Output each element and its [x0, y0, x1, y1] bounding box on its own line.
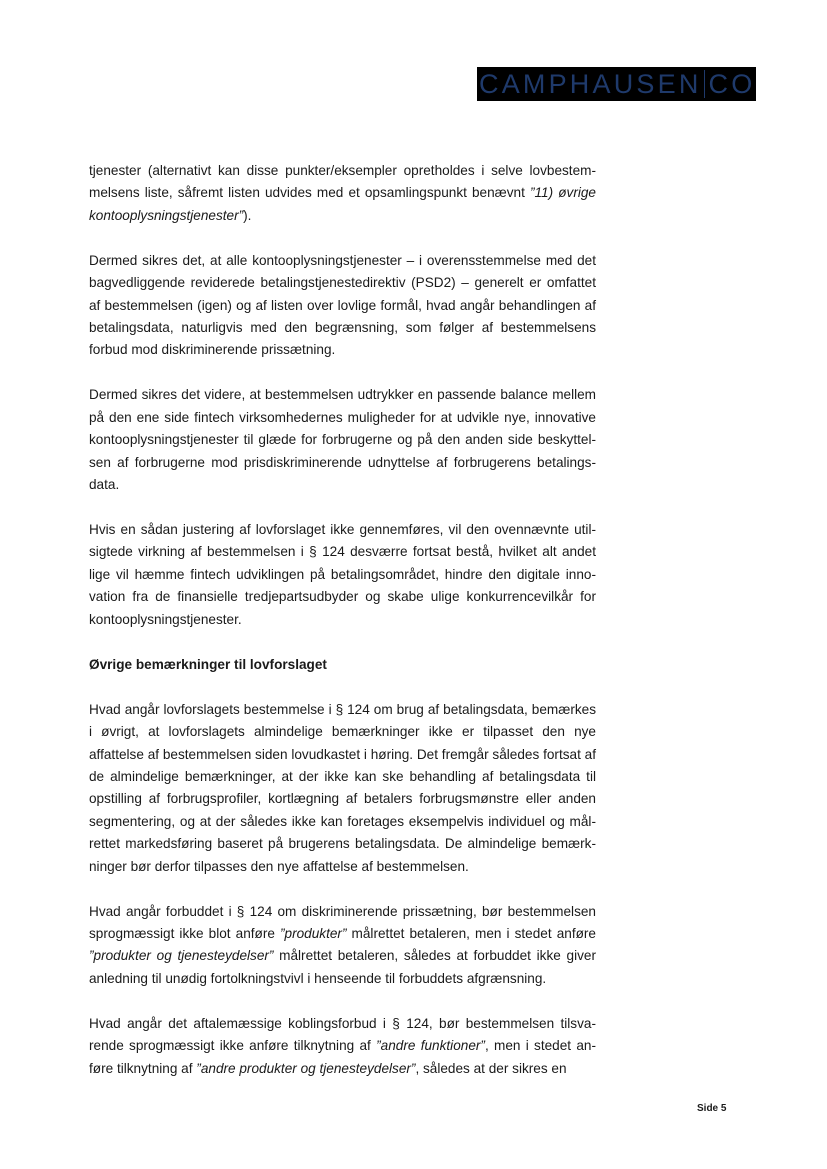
quoted-term: ”produkter” — [280, 925, 347, 941]
body-paragraph — [89, 160, 596, 227]
body-paragraph — [89, 901, 596, 991]
section-heading: Øvrige bemærkninger til lovforslaget — [89, 656, 327, 672]
body-paragraph — [89, 250, 596, 362]
paragraph-text: , således at der sikres en — [415, 1060, 567, 1076]
paragraph-text: målrettet betaleren, men i stedet anføre — [346, 925, 596, 941]
page-number: Side 5 — [697, 1103, 727, 1114]
company-logo — [477, 67, 756, 101]
quoted-term: ”andre funktioner” — [376, 1038, 485, 1054]
logo-divider — [704, 70, 705, 98]
quoted-term: ”11) øvrige kontooplysningstjenester” — [89, 185, 596, 223]
document-body — [89, 160, 596, 1103]
logo-text-co: CO — [708, 69, 756, 99]
paragraph-text: Hvis en sådan justering af lovforslaget ikke gennemføres, vil den ovennævnte utilsigtede virkning af bestemmelsen i § 124 desværre fortsat bestå, hvilket alt andet lige vil hæmme fintech udviklingen på betalingsområdet, hindre den digitale innovation fra de finansielle tredjepartsudbyder og skabe ulige konkurrencevilkår for kontooplysningstjenester. — [89, 522, 596, 627]
paragraph-text: Hvad angår det aftalemæssige koblingsforbud i § 124, bør bestemmelsen tilsvarende sprogmæssigt ikke anføre tilknytning af — [89, 1015, 596, 1054]
logo-text-camphausen: CAMPHAUSEN — [479, 69, 702, 99]
paragraph-text: ). — [243, 207, 252, 223]
body-paragraph — [89, 384, 596, 496]
body-paragraph — [89, 1013, 596, 1080]
quoted-term: ”andre produkter og tjenesteydelser” — [196, 1060, 416, 1076]
paragraph-text: , men i stedet anføre tilknytning af — [89, 1038, 597, 1076]
body-paragraph — [89, 699, 596, 878]
paragraph-text: Hvad angår lovforslagets bestemmelse i § 124 om brug af betalingsdata, bemærkes i øvrigt, at lovforslagets almindelige bemærkninger ikke er tilpasset den nye affattelse af bestemmelsen siden lovudkastet i høring. Det fremgår således fortsat af de almindelige bemærkninger, at der ikke kan ske behandling af betalingsdata til opstilling af forbrugsprofiler, kortlægning af betalers forbrugsmønstre eller anden segmentering, og at der således ikke kan foretages eksempelvis individuel og målrettet markedsføring baseret på brugerens betalingsdata. De almindelige bemærkninger bør derfor tilpasses den nye affattelse af bestemmelsen. — [89, 701, 596, 874]
paragraph-text: Dermed sikres det, at alle kontooplysningstjenester – i overensstemmelse med det bagvedliggende reviderede betalingstjenestedirektiv (PSD2) – generelt er omfattet af bestemmelsen (igen) og af listen over lovlige formål, hvad angår behandlingen af betalingsdata, naturligvis med den begrænsning, som følger af bestemmelsens forbud mod diskriminerende prissætning. — [89, 252, 596, 358]
paragraph-text: målrettet betaleren, således at forbuddet ikke giver anledning til unødig fortolkningstvivl i henseende til forbuddets afgrænsning. — [89, 948, 596, 986]
body-paragraph — [89, 519, 596, 631]
paragraph-text: tjenester (alternativt kan disse punkter/eksempler opretholdes i selve lovbestemmelsens liste, såfremt listen udvides med et opsamlingspunkt benævnt — [89, 163, 596, 201]
paragraph-text: Hvad angår forbuddet i § 124 om diskriminerende prissætning, bør bestemmelsen sprogmæssigt ikke blot anføre — [89, 903, 596, 941]
quoted-term: ”produkter og tjenesteydelser” — [89, 948, 274, 964]
paragraph-text: Dermed sikres det videre, at bestemmelsen udtrykker en passende balance mellem på den ene side fintech virksomhedernes muligheder for at udvikle nye, innovative kontooplysningstjenester til glæde for forbrugerne og på den anden side beskyttelsen af forbrugerne mod prisdiskriminerende udnyttelse af forbrugerens betalingsdata. — [89, 387, 596, 493]
